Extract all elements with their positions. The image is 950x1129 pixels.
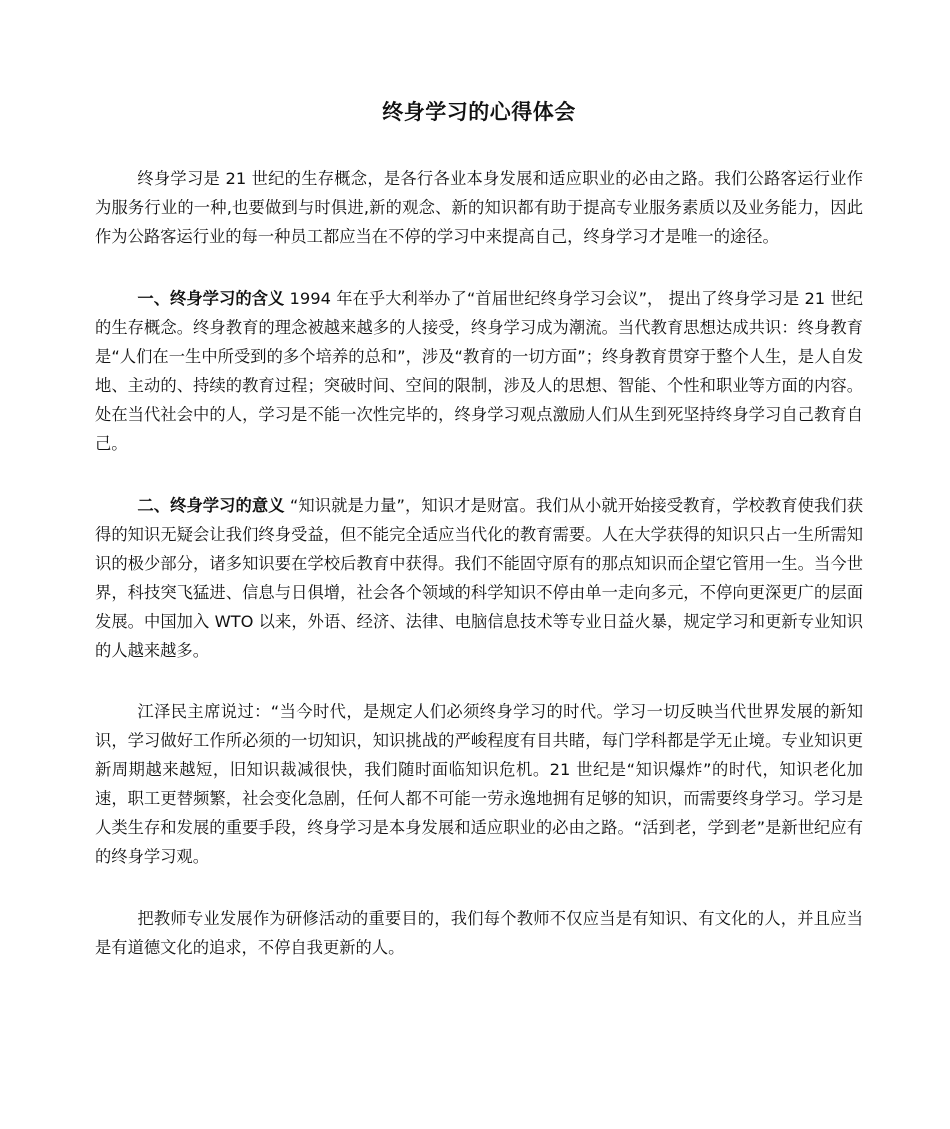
paragraph-text: 把教师专业发展作为研修活动的重要目的，我们每个教师不仅应当是有知识、有文化的人，并且应当是有道德文化的追求，不停自我更新的人。 <box>95 909 863 957</box>
paragraph-quote <box>95 697 863 871</box>
document-title: 终身学习的心得体会 <box>382 100 576 124</box>
paragraph-text: “知识就是力量”，知识才是财富。我们从小就开始接受教育，学校教育使我们获得的知识无疑会让我们终身受益，但不能完全适应当代化的教育需要。人在大学获得的知识只占一生所需知识的极少部分，诸多知识要在学校后教育中获得。我们不能固守原有的那点知识而企望它管用一生。当今世界，科技突飞猛进、信息与日俱增，社会各个领域的科学知识不停由单一走向多元，不停向更深更广的层面发展。中国加入 WTO 以来，外语、经济、法律、电脑信息技术等专业日益火暴，规定学习和更新专业知识的人越来越多。 <box>95 496 863 660</box>
paragraph-text: 1994 年在乎大利举办了“首届世纪终身学习会议”， 提出了终身学习是 21 世纪的生存概念。终身教育的理念被越来越多的人接受，终身学习成为潮流。当代教育思想达成共识：终身教育是“人们在一生中所受到的多个培养的总和”，涉及“教育的一切方面”；终身教育贯穿于整个人生，是人自发地、主动的、持续的教育过程；突破时间、空间的限制，涉及人的思想、智能、个性和职业等方面的内容。处在当代社会中的人，学习是不能一次性完毕的，终身学习观点激励人们从生到死坚持终身学习自己教育自己。 <box>95 289 863 453</box>
paragraph-intro <box>95 164 863 251</box>
paragraph-text: 终身学习是 21 世纪的生存概念，是各行各业本身发展和适应职业的必由之路。我们公路客运行业作为服务行业的一种,也要做到与时俱进,新的观念、新的知识都有助于提高专业服务素质以及业务能力，因此作为公路客运行业的每一种员工都应当在不停的学习中来提高自己，终身学习才是唯一的途径。 <box>95 169 863 246</box>
section-heading-meaning: 一、终身学习的含义 <box>137 289 285 308</box>
section-heading-significance: 二、终身学习的意义 <box>137 496 285 515</box>
paragraph-meaning <box>95 284 863 458</box>
paragraph-conclusion <box>95 904 863 962</box>
paragraph-significance <box>95 491 863 665</box>
document-page <box>95 0 863 962</box>
paragraph-text: 江泽民主席说过：“当今时代，是规定人们必须终身学习的时代。学习一切反映当代世界发展的新知识，学习做好工作所必须的一切知识，知识挑战的严峻程度有目共睹，每门学科都是学无止境。专业知识更新周期越来越短，旧知识裁减很快，我们随时面临知识危机。21 世纪是“知识爆炸”的时代，知识老化加速，职工更替频繁，社会变化急剧，任何人都不可能一劳永逸地拥有足够的知识，而需要终身学习。学习是人类生存和发展的重要手段，终身学习是本身发展和适应职业的必由之路。“活到老，学到老”是新世纪应有的终身学习观。 <box>95 702 863 866</box>
